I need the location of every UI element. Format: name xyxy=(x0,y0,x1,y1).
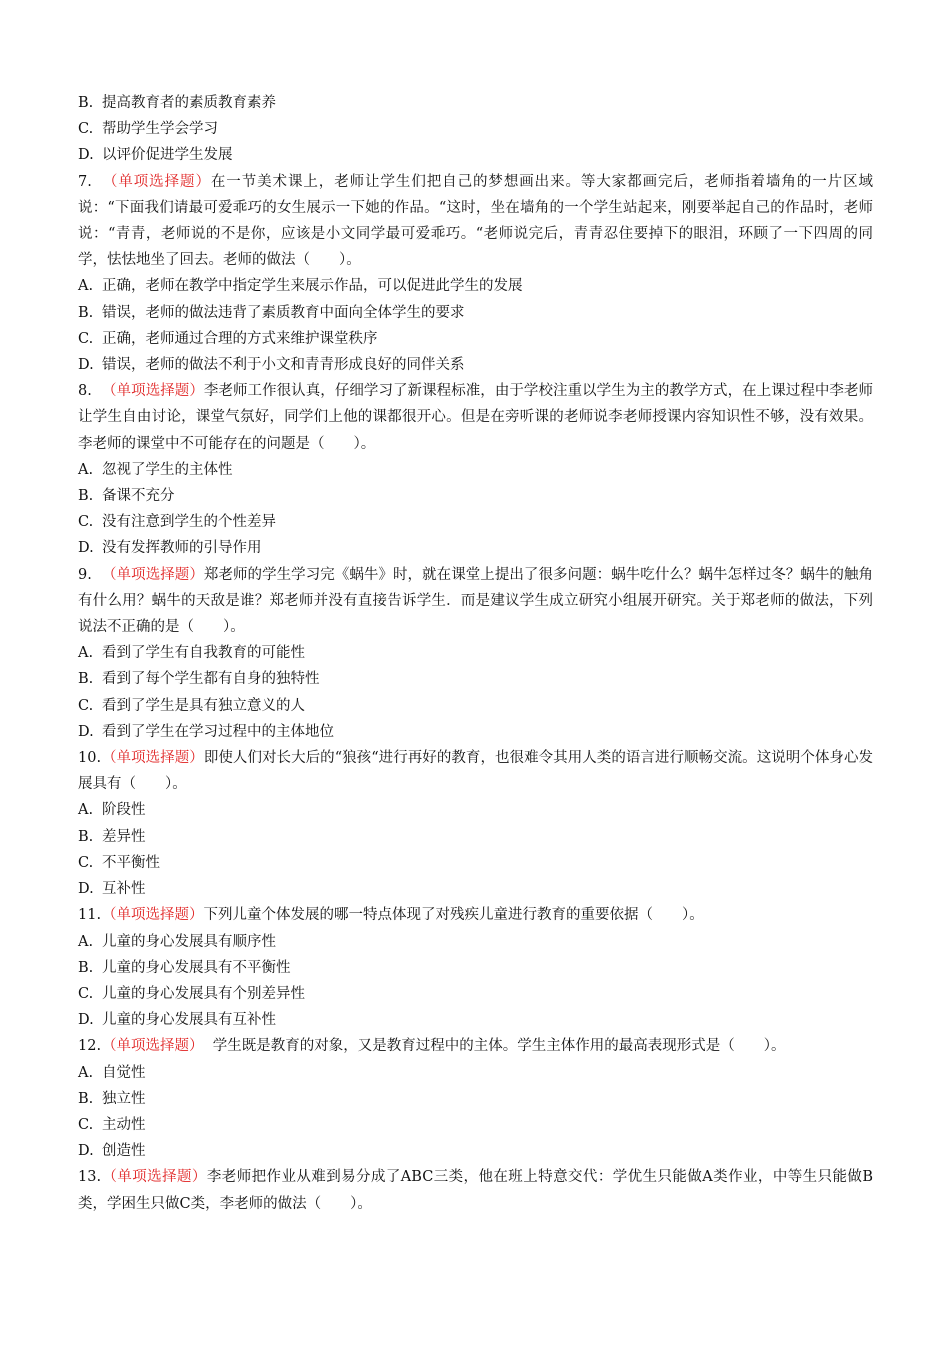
option-text: 主动性 xyxy=(102,1116,146,1133)
option-c xyxy=(78,116,873,142)
option-letter: B. xyxy=(78,828,94,845)
question-11 xyxy=(78,902,873,1033)
question-type-tag: （单项选择题） xyxy=(102,750,204,767)
question-text: 郑老师的学生学习完《蜗牛》时，就在课堂上提出了很多问题：蜗牛吃什么？蜗牛怎样过冬？蜗牛的触角有什么用？蜗牛的天敌是谁？郑老师并没有直接告诉学生．而是建议学生成立研究小组展开研究。关于郑老师的做法，下列说法不正确的是（ ）。 xyxy=(78,566,874,636)
option-b xyxy=(78,483,873,509)
question-stem xyxy=(78,169,873,274)
top-options xyxy=(78,90,873,169)
option-text: 提高教育者的素质教育素养 xyxy=(102,95,276,111)
option-a xyxy=(78,1060,873,1086)
question-number: 13. xyxy=(78,1169,102,1186)
question-12 xyxy=(78,1033,873,1164)
option-d xyxy=(78,1138,873,1164)
option-d xyxy=(78,1007,873,1033)
option-letter: A. xyxy=(78,645,94,662)
option-d xyxy=(78,719,873,745)
option-d xyxy=(78,535,873,561)
question-stem xyxy=(78,562,873,641)
option-text: 帮助学生学会学习 xyxy=(102,121,218,138)
option-letter: D. xyxy=(78,1012,94,1029)
option-letter: B. xyxy=(78,671,94,688)
option-letter: B. xyxy=(78,488,94,505)
option-a xyxy=(78,929,873,955)
option-letter: D. xyxy=(78,147,94,164)
option-text: 互补性 xyxy=(102,881,146,898)
option-letter: D. xyxy=(78,1143,94,1160)
option-c xyxy=(78,326,873,352)
option-letter: B. xyxy=(78,1090,94,1107)
option-b xyxy=(78,666,873,692)
option-text: 儿童的身心发展具有互补性 xyxy=(102,1012,276,1029)
option-d xyxy=(78,352,873,378)
question-type-tag: （单项选择题） xyxy=(102,173,211,190)
option-d xyxy=(78,876,873,902)
question-text: 在一节美术课上，老师让学生们把自己的梦想画出来。等大家都画完后，老师指着墙角的一片区域说：“下面我们请最可爱乖巧的女生展示一下她的作品。“这时，坐在墙角的一个学生站起来，刚要举起自己的作品时，老师说：“青青，老师说的不是你，应该是小文同学最可爱乖巧。“老师说完后，青青忍住要掉下的眼泪，环顾了一下四周的同学，怯怯地坐了回去。老师的做法（ ）。 xyxy=(78,173,873,269)
option-letter: B. xyxy=(78,959,94,976)
option-letter: B. xyxy=(78,304,94,321)
question-9 xyxy=(78,562,873,745)
option-text: 没有发挥教师的引导作用 xyxy=(102,540,262,557)
question-text: 下列儿童个体发展的哪一特点体现了对残疾儿童进行教育的重要依据（ ）。 xyxy=(203,907,704,924)
option-letter: A. xyxy=(78,461,94,478)
option-b xyxy=(78,300,873,326)
question-text: 即使人们对长大后的“狼孩“进行再好的教育，也很难令其用人类的语言进行顺畅交流。这说明个体身心发展具有（ ）。 xyxy=(78,750,873,793)
question-text: 李老师把作业从难到易分成了ABC三类，他在班上特意交代：学优生只能做A类作业，中等生只能做B类，学困生只做C类，李老师的做法（ ）。 xyxy=(78,1169,873,1212)
option-letter: B. xyxy=(78,95,94,111)
option-letter: A. xyxy=(78,802,94,819)
question-type-tag: （单项选择题） xyxy=(102,907,204,924)
option-letter: C. xyxy=(78,1116,94,1133)
question-number: 9. xyxy=(78,566,92,583)
option-text: 独立性 xyxy=(102,1090,146,1107)
option-text: 差异性 xyxy=(102,828,146,845)
option-c xyxy=(78,693,873,719)
option-text: 忽视了学生的主体性 xyxy=(102,461,233,478)
option-text: 没有注意到学生的个性差异 xyxy=(102,514,276,531)
option-letter: D. xyxy=(78,357,94,374)
option-b xyxy=(78,824,873,850)
question-13 xyxy=(78,1164,873,1216)
option-c xyxy=(78,509,873,535)
option-c xyxy=(78,981,873,1007)
question-stem xyxy=(78,1164,873,1216)
option-letter: C. xyxy=(78,854,94,871)
question-number: 8. xyxy=(78,383,92,400)
option-text: 错误，老师的做法不利于小文和青青形成良好的同伴关系 xyxy=(102,357,465,374)
option-letter: C. xyxy=(78,985,94,1002)
question-type-tag: （单项选择题） xyxy=(102,1038,204,1055)
option-a xyxy=(78,797,873,823)
question-7 xyxy=(78,169,873,379)
option-b xyxy=(78,90,873,116)
question-stem xyxy=(78,1033,873,1059)
question-text: 李老师工作很认真，仔细学习了新课程标准，由于学校注重以学生为主的教学方式，在上课过程中李老师让学生自由讨论，课堂气氛好，同学们上他的课都很开心。但是在旁听课的老师说李老师授课内容知识性不够，没有效果。李老师的课堂中不可能存在的问题是（ ）。 xyxy=(78,383,874,452)
option-text: 看到了每个学生都有自身的独特性 xyxy=(102,671,320,688)
option-d xyxy=(78,142,873,168)
option-letter: C. xyxy=(78,121,94,138)
question-stem xyxy=(78,902,873,928)
question-text: 学生既是教育的对象，又是教育过程中的主体。学生主体作用的最高表现形式是（ ）。 xyxy=(203,1038,786,1055)
option-text: 以评价促进学生发展 xyxy=(102,147,233,164)
option-letter: D. xyxy=(78,723,94,740)
question-10 xyxy=(78,745,873,902)
question-type-tag: （单项选择题） xyxy=(102,383,204,400)
option-text: 看到了学生有自我教育的可能性 xyxy=(102,645,305,662)
question-number: 11. xyxy=(78,907,102,924)
document-page xyxy=(78,90,873,1217)
option-letter: D. xyxy=(78,540,94,557)
option-letter: A. xyxy=(78,933,94,950)
option-text: 不平衡性 xyxy=(102,854,160,871)
option-letter: D. xyxy=(78,881,94,898)
option-b xyxy=(78,1086,873,1112)
option-c xyxy=(78,850,873,876)
question-type-tag: （单项选择题） xyxy=(102,566,204,583)
option-text: 自觉性 xyxy=(102,1064,146,1081)
option-letter: C. xyxy=(78,330,94,347)
question-stem xyxy=(78,378,873,457)
option-a xyxy=(78,457,873,483)
option-text: 儿童的身心发展具有不平衡性 xyxy=(102,959,291,976)
option-text: 儿童的身心发展具有个别差异性 xyxy=(102,985,305,1002)
question-number: 12. xyxy=(78,1038,102,1055)
option-text: 正确，老师通过合理的方式来维护课堂秩序 xyxy=(102,330,378,347)
option-text: 创造性 xyxy=(102,1143,146,1160)
option-text: 看到了学生在学习过程中的主体地位 xyxy=(102,723,334,740)
option-text: 正确，老师在教学中指定学生来展示作品，可以促进此学生的发展 xyxy=(102,278,523,295)
option-text: 备课不充分 xyxy=(102,488,175,505)
option-b xyxy=(78,955,873,981)
option-text: 儿童的身心发展具有顺序性 xyxy=(102,933,276,950)
option-text: 错误，老师的做法违背了素质教育中面向全体学生的要求 xyxy=(102,304,465,321)
option-letter: C. xyxy=(78,697,94,714)
question-8 xyxy=(78,378,873,561)
option-a xyxy=(78,640,873,666)
question-number: 10. xyxy=(78,750,102,767)
option-letter: C. xyxy=(78,514,94,531)
question-stem xyxy=(78,745,873,797)
option-letter: A. xyxy=(78,278,94,295)
option-text: 看到了学生是具有独立意义的人 xyxy=(102,697,305,714)
option-a xyxy=(78,273,873,299)
option-letter: A. xyxy=(78,1064,94,1081)
question-number: 7. xyxy=(78,173,92,190)
option-c xyxy=(78,1112,873,1138)
option-text: 阶段性 xyxy=(102,802,146,819)
question-type-tag: （单项选择题） xyxy=(102,1169,207,1186)
